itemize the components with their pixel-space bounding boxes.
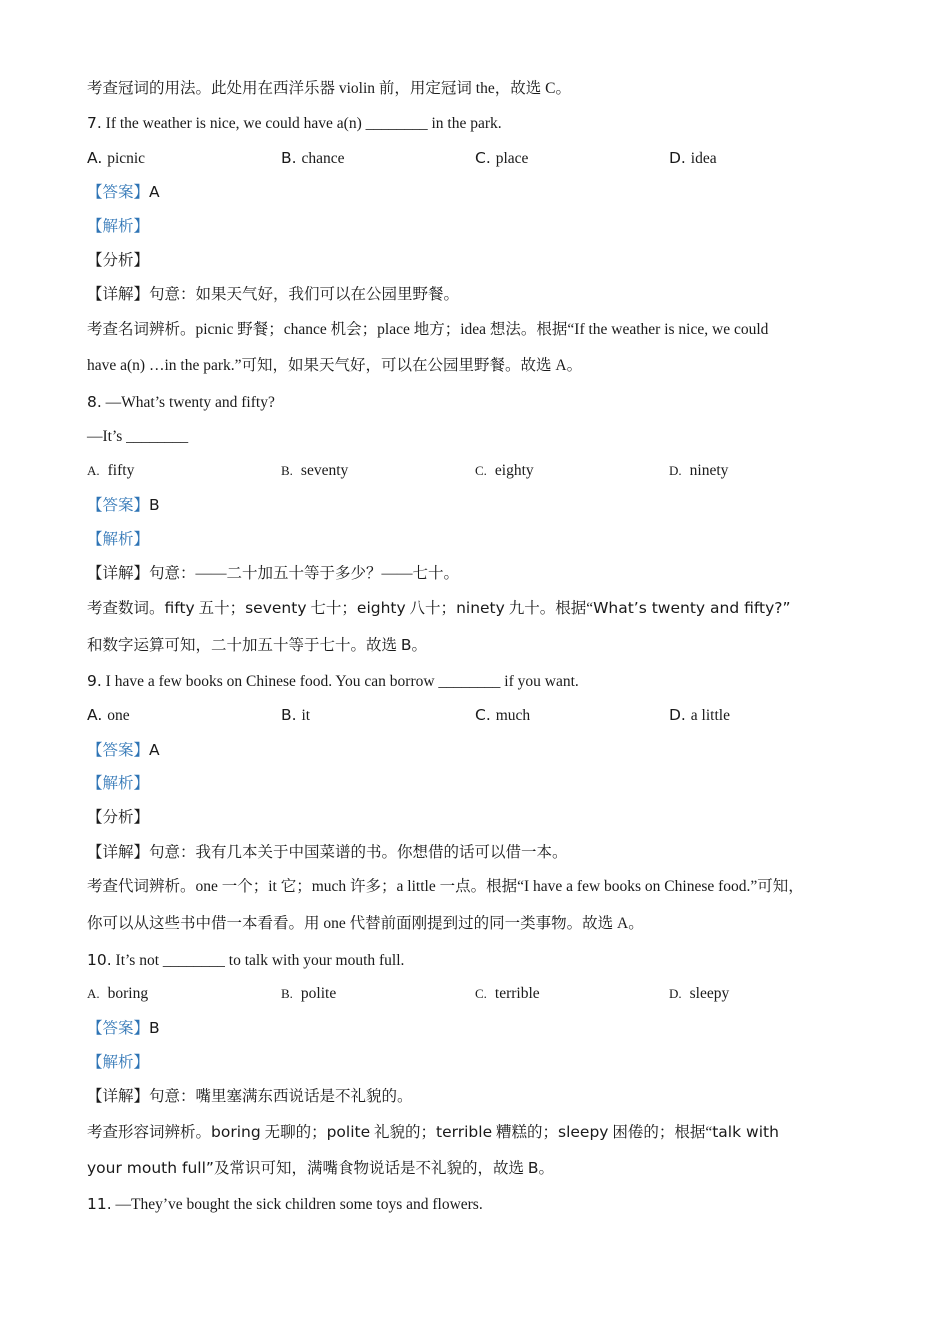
question-number: 9.	[87, 671, 102, 690]
text-line	[87, 1115, 877, 1149]
option-letter: D.	[669, 985, 682, 1001]
text-span: 及常识可知，满嘴食物说话是不礼貌的，故选	[213, 1159, 528, 1177]
document-page	[87, 72, 877, 1221]
text-line	[87, 626, 877, 664]
option-item	[669, 454, 863, 488]
question-number: 7.	[87, 114, 102, 133]
option-text: sleepy	[689, 984, 730, 1002]
options-row	[87, 698, 877, 732]
option-letter: A.	[87, 462, 100, 478]
text-span: B	[400, 635, 412, 654]
text-line: 你可以从这些书中借一本看看。用 one 代替前面刚提到过的同一类事物。故选 A。	[87, 914, 644, 932]
option-item	[281, 454, 475, 488]
option-text: a little	[690, 707, 730, 725]
text-span: 。	[411, 636, 428, 654]
text-span: 无聊的；	[260, 1123, 327, 1141]
text-line: —It’s ________	[87, 427, 189, 445]
option-letter: B.	[281, 462, 293, 478]
question-text: —What’s twenty and fifty?	[101, 394, 275, 412]
text-line: 【分析】	[87, 809, 150, 827]
text-span: 和数字运算可知，二十加五十等于七十。故选	[87, 636, 401, 654]
text-line: 【详解】句意：我有几本关于中国菜谱的书。你想借的话可以借一本。	[87, 843, 568, 861]
text-line: 考查代词辨析。one 一个；it 它；much 许多；a little 一点。根据“I have a few books on Chinese food.”可知，	[87, 878, 804, 896]
text-span: ninety	[456, 599, 505, 618]
text-span: talk with	[712, 1122, 779, 1141]
text-span: 八十；	[405, 600, 457, 618]
option-text: much	[495, 707, 531, 725]
answer-line	[87, 733, 877, 767]
text-span: eighty	[356, 599, 406, 618]
option-letter: A.	[87, 706, 108, 725]
option-letter: C.	[475, 985, 487, 1001]
question-text: I have a few books on Chinese food. You can borrow ________ if you want.	[101, 672, 579, 690]
text-span: boring	[211, 1122, 261, 1141]
option-item	[669, 698, 863, 732]
option-item	[281, 141, 475, 175]
analysis-label: 【解析】	[87, 775, 150, 793]
text-span: 礼貌的；	[370, 1123, 437, 1141]
analysis-label: 【解析】	[87, 1053, 150, 1071]
option-text: chance	[301, 149, 345, 167]
text-line: 【分析】	[87, 251, 150, 269]
option-item	[87, 977, 281, 1011]
option-letter: C.	[475, 462, 487, 478]
text-span: 困倦的；根据“	[608, 1123, 713, 1141]
answer-line	[87, 175, 877, 209]
option-text: place	[495, 149, 529, 167]
text-span: B	[527, 1158, 539, 1177]
text-span: 考查数词。	[87, 600, 165, 618]
question-line	[87, 385, 877, 419]
answer-value: B	[149, 496, 160, 515]
question-number: 10.	[87, 950, 112, 969]
question-number: 8.	[87, 393, 102, 412]
text-span: 九十。根据“	[504, 600, 594, 618]
question-line	[87, 664, 877, 698]
text-span: seventy	[245, 599, 307, 618]
text-line: 考查名词辨析。picnic 野餐；chance 机会；place 地方；idea 想法。根据“If the weather is nice, we could	[87, 320, 769, 338]
option-item	[281, 977, 475, 1011]
option-item	[669, 977, 863, 1011]
text-line	[87, 591, 877, 625]
option-letter: D.	[669, 462, 682, 478]
option-text: idea	[690, 149, 717, 167]
question-number: 11.	[87, 1194, 112, 1213]
option-text: one	[107, 707, 130, 725]
option-item	[475, 698, 669, 732]
text-line: 【详解】句意：——二十加五十等于多少？——七十。	[87, 565, 460, 583]
options-row	[87, 977, 877, 1011]
answer-value: A	[149, 183, 160, 202]
question-line	[87, 1187, 877, 1221]
text-line: have a(n) …in the park.”可知，如果天气好，可以在公园里野餐。故选 A。	[87, 357, 583, 375]
text-line: 【详解】句意：嘴里塞满东西说话是不礼貌的。	[87, 1088, 413, 1106]
answer-line	[87, 1011, 877, 1045]
text-line: 【详解】句意：如果天气好，我们可以在公园里野餐。	[87, 286, 460, 304]
text-line: 考查冠词的用法。此处用在西洋乐器 violin 前，用定冠词 the，故选 C。	[87, 80, 571, 97]
option-text: it	[301, 707, 311, 725]
text-span: polite	[326, 1122, 371, 1141]
answer-label: 【答案】	[87, 741, 150, 759]
option-letter: B.	[281, 706, 302, 725]
answer-value: B	[149, 1019, 160, 1038]
analysis-label: 【解析】	[87, 217, 150, 235]
option-letter: D.	[669, 148, 691, 167]
option-letter: B.	[281, 148, 302, 167]
option-letter: B.	[281, 985, 293, 1001]
text-span: 七十；	[306, 600, 357, 618]
text-span: 五十；	[194, 600, 246, 618]
option-text: seventy	[300, 461, 349, 479]
text-span: sleepy	[558, 1122, 609, 1141]
text-span: What’s twenty and fifty?”	[593, 599, 791, 618]
option-text: polite	[300, 984, 337, 1002]
option-item	[87, 698, 281, 732]
text-span: terrible	[436, 1122, 493, 1141]
text-span: 。	[538, 1159, 554, 1177]
option-text: eighty	[494, 461, 534, 479]
options-row	[87, 454, 877, 488]
option-text: picnic	[107, 149, 146, 167]
answer-label: 【答案】	[87, 497, 150, 515]
answer-label: 【答案】	[87, 184, 150, 202]
option-item	[475, 141, 669, 175]
option-item	[281, 698, 475, 732]
text-span: 考查形容词辨析。	[87, 1123, 212, 1141]
text-span: 糟糕的；	[492, 1123, 558, 1141]
option-text: boring	[107, 984, 149, 1002]
option-item	[475, 454, 669, 488]
option-item	[475, 977, 669, 1011]
options-row	[87, 141, 877, 175]
option-letter: C.	[475, 148, 496, 167]
option-text: ninety	[689, 461, 729, 479]
answer-label: 【答案】	[87, 1020, 150, 1038]
question-text: It’s not ________ to talk with your mouth full.	[111, 951, 405, 969]
option-letter: A.	[87, 148, 108, 167]
option-item	[87, 454, 281, 488]
question-line	[87, 943, 877, 977]
question-text: If the weather is nice, we could have a(n) ________ in the park.	[101, 115, 502, 133]
option-letter: D.	[669, 706, 691, 725]
option-text: fifty	[107, 461, 135, 479]
analysis-label: 【解析】	[87, 530, 150, 548]
text-span: your mouth full”	[87, 1158, 214, 1177]
text-span: fifty	[164, 599, 195, 618]
text-line	[87, 1149, 877, 1187]
option-text: terrible	[494, 984, 540, 1002]
question-line	[87, 106, 877, 140]
answer-value: A	[149, 740, 160, 759]
option-item	[669, 141, 863, 175]
option-letter: C.	[475, 706, 496, 725]
answer-line	[87, 488, 877, 522]
option-letter: A.	[87, 985, 100, 1001]
option-item	[87, 141, 281, 175]
question-text: —They’ve bought the sick children some toys and flowers.	[111, 1195, 483, 1213]
